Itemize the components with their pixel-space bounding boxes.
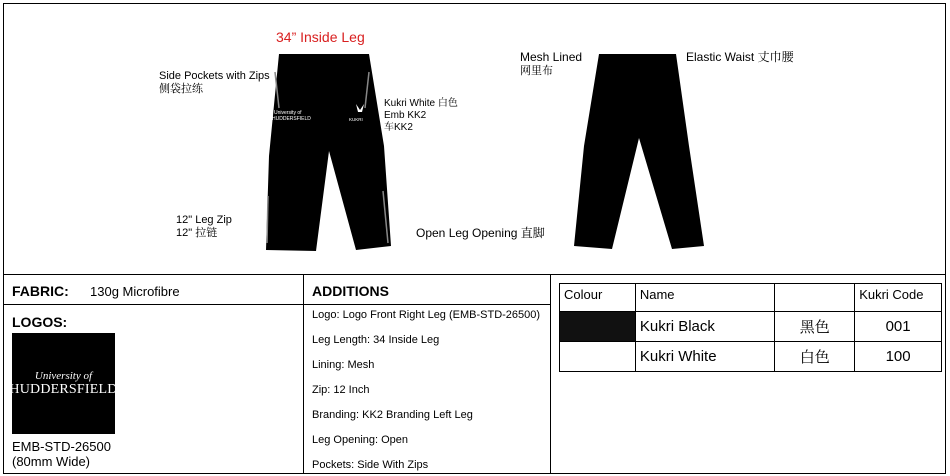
front-trousers-drawing	[244, 46, 414, 256]
mesh-lined-label-cn: 网里布	[520, 65, 553, 77]
addition-item: Leg Opening: Open	[312, 434, 409, 446]
table-row	[560, 312, 942, 342]
svg-text:KUKRI: KUKRI	[349, 117, 363, 122]
logos-label: LOGOS:	[12, 314, 68, 330]
colour-name: Kukri White	[635, 342, 775, 372]
addition-item: Zip: 12 Inch	[312, 384, 370, 396]
logo-code	[12, 439, 111, 469]
university-logo	[9, 333, 118, 434]
header-name: Name	[635, 284, 775, 312]
car-label: 车KK2	[384, 122, 413, 133]
leg-zip-annotation	[176, 214, 232, 240]
colour-code: 100	[855, 342, 942, 372]
logo-line-1: University of	[34, 369, 93, 382]
colour-name: Kukri Black	[635, 312, 775, 342]
side-pockets-label: Side Pockets with Zips	[159, 70, 270, 82]
logo-size-text: (80mm Wide)	[12, 454, 91, 469]
colour-table	[559, 283, 942, 372]
mesh-lined-label: Mesh Lined	[520, 50, 583, 64]
garment-drawing-area	[3, 3, 946, 274]
svg-text:HUDDERSFIELD: HUDDERSFIELD	[272, 116, 311, 122]
kukri-white-label: Kukri White 白色	[384, 98, 458, 109]
colour-swatch	[560, 312, 636, 342]
fabric-value: 130g Microfibre	[90, 284, 180, 299]
additions-title: ADDITIONS	[312, 283, 389, 299]
logo-line-2: HUDDERSFIELD	[9, 381, 118, 397]
addition-item: Pockets: Side With Zips	[312, 459, 429, 471]
colour-code: 001	[855, 312, 942, 342]
open-leg-label: Open Leg Opening 直脚	[416, 226, 545, 240]
emb-label: Emb KK2	[384, 110, 427, 121]
leg-zip-label: 12" Leg Zip	[176, 214, 232, 226]
back-trousers-drawing	[564, 46, 714, 256]
fabric-label: FABRIC:	[12, 283, 69, 299]
leg-zip-label-cn: 12" 拉链	[176, 227, 218, 239]
table-row	[560, 342, 942, 372]
colour-chinese: 白色	[775, 342, 855, 372]
addition-item: Lining: Mesh	[312, 359, 375, 371]
svg-text:University of: University of	[274, 110, 302, 116]
elastic-waist-label: Elastic Waist 丈巾腰	[686, 50, 794, 64]
side-pockets-label-cn: 侧袋拉练	[159, 83, 203, 95]
header-kukri-code: Kukri Code	[855, 284, 942, 312]
addition-item: Leg Length: 34 Inside Leg	[312, 334, 440, 346]
header-blank	[775, 284, 855, 312]
spec-details	[3, 274, 946, 474]
inside-leg-title: 34” Inside Leg	[276, 29, 365, 45]
colour-chinese: 黑色	[775, 312, 855, 342]
colour-table-header	[560, 284, 942, 312]
logo-code-text: EMB-STD-26500	[12, 439, 111, 454]
header-colour: Colour	[560, 284, 636, 312]
addition-item: Branding: KK2 Branding Left Leg	[312, 409, 473, 421]
colour-swatch	[560, 342, 636, 372]
addition-item: Logo: Logo Front Right Leg (EMB-STD-26500)	[312, 309, 541, 321]
